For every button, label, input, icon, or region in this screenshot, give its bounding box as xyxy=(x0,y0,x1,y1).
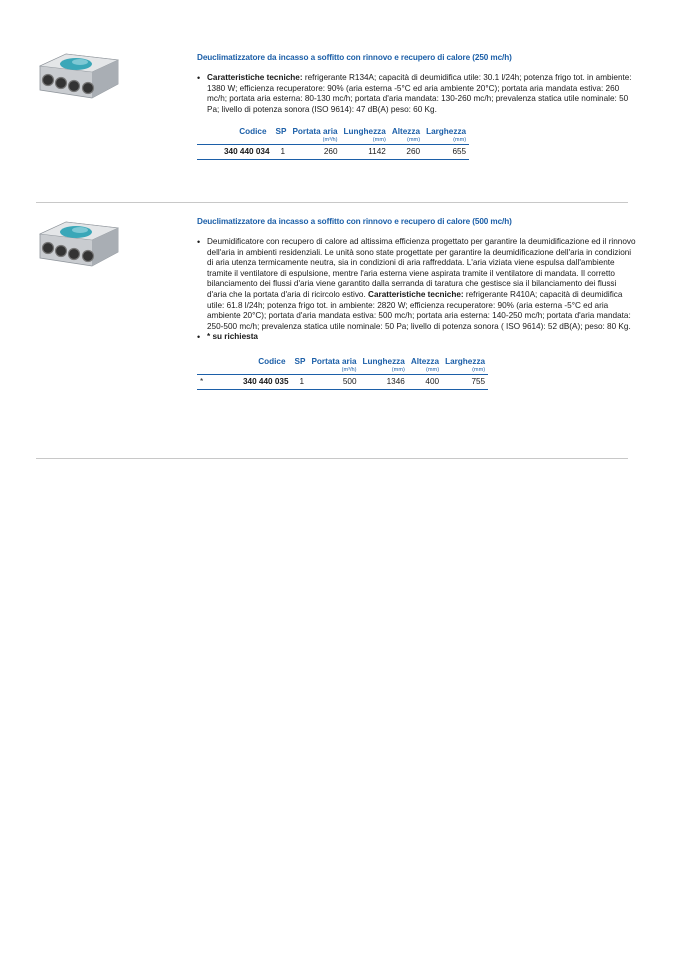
row-lunghezza: 1142 xyxy=(368,147,386,157)
unit-altezza: (mm) xyxy=(426,366,440,373)
unit-lunghezza: (mm) xyxy=(391,366,405,373)
product-card-500 xyxy=(36,212,636,459)
row-sp: 1 xyxy=(280,147,286,157)
spec-table xyxy=(197,357,488,390)
product-unit-image xyxy=(36,218,120,270)
spec-units-row xyxy=(197,367,488,375)
feature-text: Deumidificatore con recupero di calore ad altissima efficienza progettato per garantire la deumidificazione ed il rinnovo dell'aria in ambienti residenziali. Le unità sono state progettate per garantire la deumidificazione dell'aria in condizioni di aria utenza termicamente neutra, sia in condizioni di aria raffreddata. L'aria viziata viene espulsa dall'ambiente tramite il ventilatore di espulsione, mentre l'aria esterna viene aspirata tramite il ventilatore di mandata. Il corretto bilanciamento dei flussi d'aria viene garantito dalla serranda di taratura che gestisce sia il bilanciamento dei flussi d'aria che la portata d'aria di ricircolo estivo. xyxy=(207,237,636,299)
product-content xyxy=(197,216,637,390)
unit-altezza: (mm) xyxy=(407,137,421,144)
mark-header xyxy=(197,127,221,137)
row-portata: 260 xyxy=(323,147,338,157)
feature-item xyxy=(197,237,637,332)
unit-portata: (m³/h) xyxy=(322,137,338,144)
table-row xyxy=(197,145,469,160)
unit-mark xyxy=(197,367,221,375)
product-card-250 xyxy=(36,44,632,203)
header-lunghezza: Lunghezza xyxy=(343,127,386,137)
header-larghezza: Larghezza xyxy=(445,356,486,366)
row-mark: * xyxy=(200,376,204,386)
header-portata: Portata aria xyxy=(292,127,338,137)
row-portata: 500 xyxy=(342,376,357,386)
row-larghezza: 755 xyxy=(471,376,486,386)
product-title: Deuclimatizzatore da incasso a soffitto con rinnovo e recupero di calore (250 mc/h) xyxy=(197,53,512,62)
row-codice: 340 440 034 xyxy=(224,147,270,157)
header-codice: Codice xyxy=(239,127,267,137)
feature-label: Caratteristiche tecniche: xyxy=(368,289,464,299)
header-sp: SP xyxy=(294,356,306,366)
feature-item xyxy=(197,332,637,343)
unit-sp xyxy=(292,367,309,375)
feature-list xyxy=(197,73,637,115)
header-codice: Codice xyxy=(258,356,286,366)
row-mark xyxy=(197,145,221,160)
on-request-note: * su richiesta xyxy=(207,332,258,342)
row-lunghezza: 1346 xyxy=(386,376,405,386)
feature-text-continued: refrigerante R410A; capacità di deumidifica utile: 61.8 l/24h; potenza frigo tot. in ambiente: 2820 W; efficienza recuperatore: 90% (aria esterna -5°C ed aria ambiente 20°C); portata d'aria mandata estiva: 500 mc/h; portata aria esterna: 140-250 mc/h; portata d'aria mandata: 250-500 mc/h; prevalenza statica utile nominale: 50 Pa; livello di potenza sonora ( ISO 9614): 52 dB(A); peso: 80 Kg. xyxy=(207,289,631,331)
feature-item xyxy=(197,73,637,115)
header-altezza: Altezza xyxy=(391,127,421,137)
header-lunghezza: Lunghezza xyxy=(362,356,405,366)
unit-codice xyxy=(221,137,273,145)
unit-mark xyxy=(197,137,221,145)
feature-text: refrigerante R134A; capacità di deumidifica utile: 30.1 l/24h; potenza frigo tot. in ambiente: 1380 W; efficienza recuperatore: 90% (aria esterna -5°C ed aria ambiente 20°C); portata aria mandata estiva: 260 mc/h; portata aria esterna: 80-130 mc/h; portata d'aria mandata: 130-260 mc/h; prevalenza statica utile nominale: 50 Pa; livello di potenza sonora (ISO 9614): 47 dB(A) peso: 60 Kg. xyxy=(207,73,632,114)
header-sp: SP xyxy=(275,127,287,137)
product-content xyxy=(197,52,637,160)
row-larghezza: 655 xyxy=(452,147,467,157)
unit-larghezza: (mm) xyxy=(472,366,486,373)
header-larghezza: Larghezza xyxy=(426,127,467,137)
row-codice: 340 440 035 xyxy=(243,376,289,386)
product-unit-image xyxy=(36,50,120,102)
row-altezza: 260 xyxy=(406,147,421,157)
table-row xyxy=(197,374,488,389)
unit-portata: (m³/h) xyxy=(341,366,357,373)
spec-units-row xyxy=(197,137,469,145)
spec-header-row xyxy=(197,357,488,367)
mark-header xyxy=(197,357,221,367)
product-title: Deuclimatizzatore da incasso a soffitto con rinnovo e recupero di calore (500 mc/h) xyxy=(197,217,512,226)
row-sp: 1 xyxy=(299,376,305,386)
feature-list xyxy=(197,237,637,343)
unit-codice xyxy=(221,367,292,375)
unit-lunghezza: (mm) xyxy=(372,137,386,144)
unit-sp xyxy=(273,137,290,145)
feature-label: Caratteristiche tecniche: xyxy=(207,73,303,82)
row-altezza: 400 xyxy=(425,376,440,386)
header-portata: Portata aria xyxy=(311,356,357,366)
header-altezza: Altezza xyxy=(410,356,440,366)
spec-table xyxy=(197,127,469,160)
unit-larghezza: (mm) xyxy=(453,137,467,144)
spec-header-row xyxy=(197,127,469,137)
